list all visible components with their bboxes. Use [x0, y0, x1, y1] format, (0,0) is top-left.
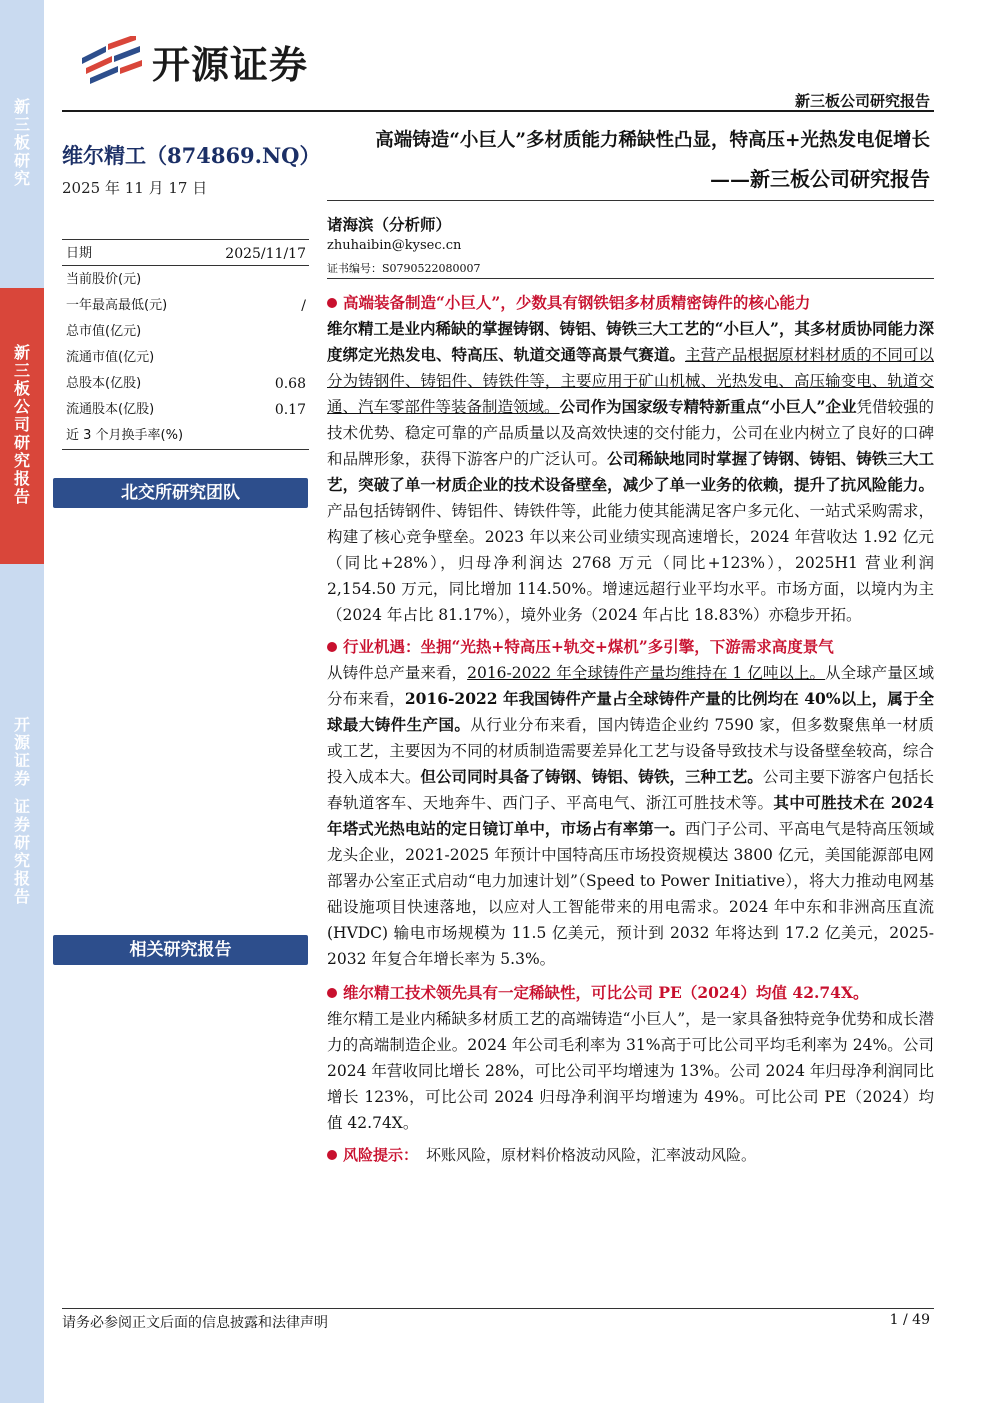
info-row: [66, 423, 306, 449]
bullet-dot-icon: [327, 988, 337, 998]
side-label-top: [0, 98, 44, 188]
headline: [375, 122, 930, 198]
info-row: [66, 345, 306, 371]
info-label: 总股本(亿股): [66, 376, 142, 391]
headline-line1: 高端铸造“小巨人”多材质能力稀缺性凸显，特高压+光热发电促增长: [375, 130, 930, 151]
info-label: 一年最高最低(元): [66, 298, 168, 313]
company-title: 维尔精工（874869.NQ）: [62, 143, 321, 168]
side-char: 报: [13, 469, 30, 488]
bullet-3-title: 维尔精工技术领先具有一定稀缺性，可比公司 PE（2024）均值 42.74X。: [327, 980, 934, 1006]
top-rule: [62, 110, 934, 112]
side-char: 研: [13, 151, 30, 170]
risk-line: [327, 1142, 934, 1168]
info-label: 当前股价(元): [66, 272, 142, 287]
side-char: 告: [13, 887, 30, 906]
side-char: 究: [13, 169, 30, 188]
bullet-1-title: 高端装备制造“小巨人”，少数具有钢铁铝多材质精密铸件的核心能力: [327, 290, 934, 316]
headline-rule: [327, 200, 934, 201]
footer-rule: [62, 1308, 934, 1309]
side-char: 究: [13, 451, 30, 470]
side-char: 券: [13, 769, 30, 788]
side-char: 三: [13, 115, 30, 134]
headline-line2: ——新三板公司研究报告: [710, 167, 930, 191]
page-number: 1 / 49: [889, 1312, 930, 1328]
side-char: 司: [13, 415, 30, 434]
side-char: 券: [13, 815, 30, 834]
info-row: [66, 319, 306, 345]
kaiyuan-logo-icon: [76, 36, 142, 88]
analyst-cert: 证书编号：S0790522080007: [327, 262, 481, 275]
side-char: 源: [13, 733, 30, 752]
body-column: [327, 286, 934, 1168]
side-char: 究: [13, 851, 30, 870]
paragraph-2: 从铸件总产量来看，2016-2022 年全球铸件产量均维持在 1 亿吨以上。从全球产量区域分布来看，2016-2022 年我国铸件产量占全球铸件产量的比例均在 40%以上，属于全球最大铸件生产国。从行业分布来看，国内铸造企业约 7590 家，但多数聚焦单一材质或工艺，主要因为不同的材质制造需要差异化工艺与设备导致技术与设备壁垒较高，综合投入成本大。但公司同时具备了铸钢、铸铝、铸铁，三种工艺。公司主要下游客户包括长春轨道客车、天地奔牛、西门子、平高电气、浙江可胜技术等。其中可胜技术在 2024 年塔式光热电站的定日镜订单中，市场占有率第一。西门子公司、平高电气是特高压领域龙头企业，2021-2025 年预计中国特高压市场投资规模达 3800 亿元，美国能源部电网部署办公室正式启动“电力加速计划”（Speed to Power Initiative），将大力推动电网基础设施项目快速落地，以应对人工智能带来的用电需求。2024 年中东和非洲高压直流 (HVDC) 输电市场规模为 11.5 亿美元，预计到 2032 年将达到 17.2 亿美元，2025-2032 年复合年增长率为 5.3%。: [327, 664, 934, 968]
analyst-name: 诸海滨（分析师）: [327, 215, 452, 234]
info-row: [66, 397, 306, 423]
report-type: 新三板公司研究报告: [794, 92, 930, 110]
info-row: [66, 267, 306, 293]
risk-label: 风险提示：: [343, 1146, 419, 1164]
side-label-mid: [0, 716, 44, 906]
side-char: 告: [13, 487, 30, 506]
info-row: [66, 293, 306, 319]
paragraph-3: 维尔精工是业内稀缺多材质工艺的高端铸造“小巨人”，是一家具备独特竞争优势和成长潜力的高端制造企业。2024 年公司毛利率为 31%高于可比公司平均毛利率为 24%。公司 2024 年营收同比增长 28%，可比公司平均增速为 13%。公司 2024 年归母净利润同比增长 123%，可比公司 2024 归母净利润平均增速为 49%。可比公司 PE（2024）均值 42.74X。: [327, 1010, 934, 1132]
report-date: 2025 年 11 月 17 日: [62, 179, 208, 197]
info-row: [66, 371, 306, 397]
logo: [76, 34, 308, 89]
info-label: 流通股本(亿股): [66, 402, 155, 417]
team-section-bar: 北交所研究团队: [53, 478, 308, 508]
info-value: 0.17: [274, 402, 306, 418]
side-char: 证: [13, 797, 30, 816]
info-label: 总市值(亿元): [66, 324, 142, 339]
logo-text: 开源证券: [152, 43, 309, 87]
info-bottom-rule: [62, 449, 309, 450]
side-char: 公: [13, 397, 30, 416]
side-char: 新: [13, 97, 30, 116]
side-char: 研: [13, 833, 30, 852]
side-char: 板: [13, 379, 30, 398]
analyst-email[interactable]: zhuhaibin@kysec.cn: [327, 238, 462, 253]
bullet-dot-icon: [327, 298, 337, 308]
side-char: 报: [13, 869, 30, 888]
info-value: 0.68: [274, 376, 306, 392]
bullet-2-title: 行业机遇：坐拥“光热+特高压+轨交+煤机”多引擎，下游需求高度景气: [327, 634, 934, 660]
side-label-red: [0, 288, 44, 564]
info-label: 流通市值(亿元): [66, 350, 155, 365]
side-char: 板: [13, 133, 30, 152]
info-label: 近 3 个月换手率(%): [66, 428, 184, 443]
side-strip: [0, 0, 44, 1403]
stock-info-table: [66, 241, 306, 449]
bullet-dot-icon: [327, 642, 337, 652]
info-label: 日期: [66, 246, 93, 261]
paragraph-1: 维尔精工是业内稀缺的掌握铸钢、铸铝、铸铁三大工艺的“小巨人”，其多材质协同能力深度绑定光热发电、特高压、轨道交通等高景气赛道。主营产品根据原材料材质的不同可以分为铸钢件、铸铝件、铸铁件等，主要应用于矿山机械、光热发电、高压输变电、轨道交通、汽车零部件等装备制造领域。公司作为国家级专精特新重点“小巨人”企业凭借较强的技术优势、稳定可靠的产品质量以及高效快速的交付能力，公司在业内树立了良好的口碑和品牌形象，获得下游客户的广泛认可。公司稀缺地同时掌握了铸钢、铸铝、铸铁三大工艺，突破了单一材质企业的技术设备壁垒，减少了单一业务的依赖，提升了抗风险能力。产品包括铸钢件、铸铝件、铸铁件等，此能力使其能满足客户多元化、一站式采购需求，构建了核心竞争壁垒。2023 年以来公司业绩实现高速增长，2024 年营收达 1.92 亿元（同比+28%），归母净利润达 2768 万元（同比+123%），2025H1 营业利润 2,154.50 万元，同比增加 114.50%。增速远超行业平均水平。市场方面，以境内为主（2024 年占比 81.17%），境外业务（2024 年占比 18.83%）亦稳步开拓。: [327, 319, 934, 624]
info-top-rule: [62, 239, 309, 240]
related-section-bar: 相关研究报告: [53, 935, 308, 965]
footer-disclaimer: 请务必参阅正文后面的信息披露和法律声明: [62, 1315, 328, 1331]
side-char: 新: [13, 343, 30, 362]
risk-text: 坏账风险，原材料价格波动风险，汇率波动风险。: [426, 1146, 757, 1164]
info-row: [66, 241, 306, 267]
side-char: 证: [13, 751, 30, 770]
side-char: 开: [13, 715, 30, 734]
cert-rule: [327, 278, 934, 279]
info-value: 2025/11/17: [225, 246, 306, 262]
bullet-dot-icon: [327, 1150, 337, 1160]
info-value: /: [301, 298, 306, 314]
side-char: 研: [13, 433, 30, 452]
side-char: 三: [13, 361, 30, 380]
